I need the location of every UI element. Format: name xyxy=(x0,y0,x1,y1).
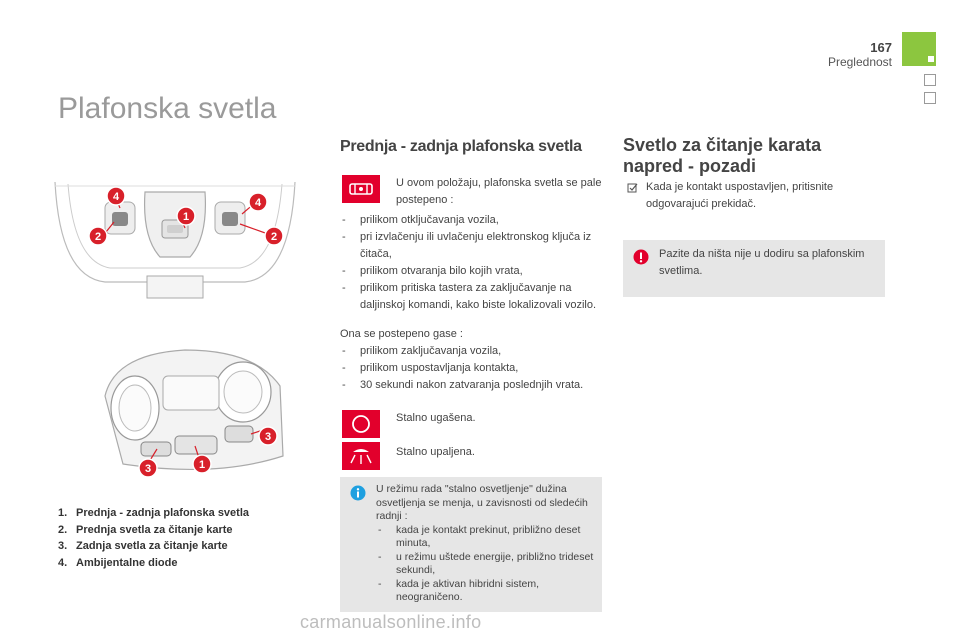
warning-text: Pazite da ništa nije u dodiru sa plafonskim svetlima. xyxy=(659,248,865,277)
bullet-checkbox-icon xyxy=(626,182,640,196)
legend-item: 2. Prednja svetla za čitanje karte xyxy=(58,523,233,536)
warning-icon xyxy=(633,249,649,265)
callout-number: 1 xyxy=(182,211,190,223)
callout-number: 4 xyxy=(254,197,262,209)
lights-on-list xyxy=(340,212,604,314)
info-box xyxy=(340,477,602,612)
list-item: - prilikom zaključavanja vozila, xyxy=(340,343,604,360)
mode-on-text: Stalno upaljena. xyxy=(396,446,475,458)
list-item: - prilikom pritiska tastera za zaključavanje na daljinskoj komandi, kako biste lokalizovali vozilo. xyxy=(340,280,604,314)
map-light-instruction: Kada je kontakt uspostavljen, pritisnite odgovarajući prekidač. xyxy=(646,181,834,210)
callout-number: 2 xyxy=(94,231,102,243)
section-tab-box xyxy=(924,92,936,104)
callout-marker xyxy=(264,226,284,246)
info-icon xyxy=(350,485,366,501)
list-item: - kada je kontakt prekinut, približno deset minuta, xyxy=(376,524,594,551)
list-item: - prilikom otvaranja bilo kojih vrata, xyxy=(340,263,604,280)
callout-marker xyxy=(176,206,196,226)
lights-off-intro: Ona se postepeno gase : xyxy=(340,328,463,340)
section-tab-marker xyxy=(928,56,934,62)
callout-marker xyxy=(258,426,278,446)
mode-on-icon xyxy=(342,442,380,470)
section-heading-front-rear: Prednja - zadnja plafonska svetla xyxy=(340,138,582,155)
legend-item: 1. Prednja - zadnja plafonska svetla xyxy=(58,507,250,519)
list-item: - prilikom otključavanja vozila, xyxy=(340,212,604,229)
page-title: Plafonska svetla xyxy=(58,92,277,125)
mode-off-icon xyxy=(342,410,380,438)
section-heading-map-lights: Svetlo za čitanje karata napred - pozadi xyxy=(623,135,822,176)
callout-marker xyxy=(106,186,126,206)
list-item: - 30 sekundi nakon zatvaranja poslednjih vrata. xyxy=(340,377,604,394)
callout-number: 4 xyxy=(112,191,120,203)
legend-item: 3. Zadnja svetla za čitanje karte xyxy=(58,540,228,552)
info-text: U režimu rada "stalno osvetljenje" dužina osvetljenja se menja, u zavisnosti od sledećih radnji : - kada je kontakt prekinut, približno deset minuta, - u režimu uštede energije, približno trideset sekundi, - kada je aktivan hibridni sistem, neograničeno. xyxy=(376,483,594,605)
door-mode-icon xyxy=(342,175,380,203)
page-number: 167 xyxy=(870,40,892,55)
callout-marker xyxy=(192,454,212,474)
legend-item: 4. Ambijentalne diode xyxy=(58,556,178,569)
mode-auto-text: U ovom položaju, plafonska svetla se pale postepeno : xyxy=(396,177,602,206)
list-item: - kada je aktivan hibridni sistem, neograničeno. xyxy=(376,578,594,605)
lights-off-list xyxy=(340,343,604,394)
callout-number: 2 xyxy=(270,231,278,243)
mode-off-text: Stalno ugašena. xyxy=(396,412,476,424)
callout-marker xyxy=(138,458,158,478)
watermark: carmanualsonline.info xyxy=(300,612,482,632)
list-item: - prilikom uspostavljanja kontakta, xyxy=(340,360,604,377)
list-item: - u režimu uštede energije, približno trideset sekundi, xyxy=(376,551,594,578)
warning-box xyxy=(623,240,885,297)
callout-number: 3 xyxy=(264,431,272,443)
callout-marker xyxy=(88,226,108,246)
section-name: Preglednost xyxy=(827,55,892,69)
list-item: - pri izvlačenju ili uvlačenju elektronskog ključa iz čitača, xyxy=(340,229,604,263)
callout-number: 3 xyxy=(144,463,152,475)
section-tab-box xyxy=(924,74,936,86)
legend xyxy=(58,505,249,571)
callout-marker xyxy=(248,192,268,212)
callout-number: 1 xyxy=(198,459,206,471)
